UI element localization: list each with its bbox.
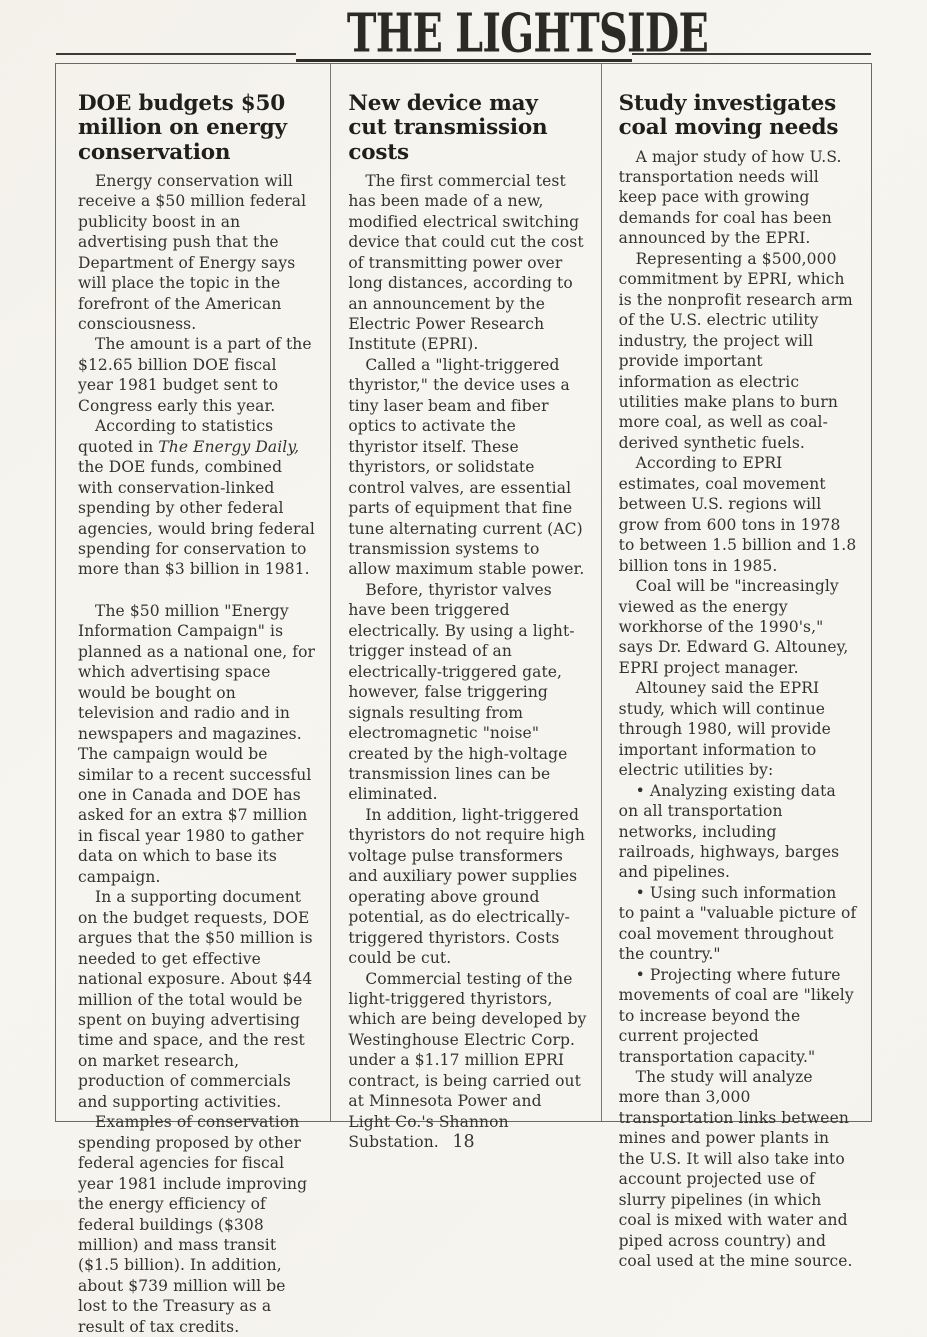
paragraph: Examples of conservation spending proposed by other federal agencies for fiscal year 1981 include improving the energy efficiency of federal buildings ($308 million) and mass transit ($1.5 billion). In addition, about $739 million will be lost to the Treasury as a result of tax credits. xyxy=(78,1113,308,1336)
paragraph: In addition, light-triggered thyristors do not require high voltage pulse transformers and auxiliary power supplies operating above ground potential, as do electrically-triggered thyristors. Costs could be cut. xyxy=(348,805,585,968)
masthead xyxy=(0,0,927,66)
masthead-rule-left xyxy=(56,53,296,55)
paragraph: Altouney said the EPRI study, which will continue through 1980, will provide important information to electric utilities by: xyxy=(618,679,831,780)
paragraph: Representing a $500,000 commitment by EPRI, which is the nonprofit research arm of the U.S. electric utility industry, the project will provide important information as electric utilities make plans to burn more coal, as well as coal-derived synthetic fuels. xyxy=(618,249,853,452)
paragraph: Called a "light-triggered thyristor," the device uses a tiny laser beam and fiber optics to activate the thyristor itself. These thyristors, or solidstate control valves, are essential parts of equipment that fine tune alternating current (AC) transmission systems to allow maximum stable power. xyxy=(348,355,585,579)
newsletter-content-box xyxy=(55,63,872,1336)
article-body xyxy=(78,171,316,1337)
article-body xyxy=(619,147,857,1272)
bullet-paragraph: • Projecting where future movements of coal are "likely to increase beyond the current projected transportation capacity." xyxy=(618,965,854,1066)
masthead-title-underline xyxy=(296,2,708,66)
paragraph: In a supporting document on the budget requests, DOE argues that the $50 million is needed to get effective national exposure. About $44 million of the total would be spent on buying advertising time and space, and the rest on market research, production of commercials and supporting activities. xyxy=(78,888,313,1111)
bullet-paragraph: • Using such information to paint a "valuable picture of coal movement throughout the country." xyxy=(618,883,857,964)
article-doe-budget xyxy=(56,64,330,1336)
page-number: 18 xyxy=(452,1132,475,1152)
paragraph: The $50 million "Energy Information Campaign" is planned as a national one, for which advertising space would be bought on television and radio and in newspapers and magazines. The campaign would be similar to a recent successful one in Canada and DOE has asked for an extra $7 million in fiscal year 1980 to gather data on which to base its campaign. xyxy=(78,601,316,886)
paragraph: Coal will be "increasingly viewed as the energy workhorse of the 1990's," says Dr. Edward G. Altouney, EPRI project manager. xyxy=(618,577,849,677)
paragraph: The amount is a part of the $12.65 billion DOE fiscal year 1981 budget sent to Congress early this year. xyxy=(78,335,312,415)
paragraph: Energy conservation will receive a $50 million federal publicity boost in an advertising push that the Department of Energy says will place the topic in the forefront of the American consciousness. xyxy=(78,171,307,334)
paragraph: According to EPRI estimates, coal movement between U.S. regions will grow from 600 tons in 1978 to between 1.5 billion and 1.8 billion tons in 1985. xyxy=(618,454,857,575)
paragraph: A major study of how U.S. transportation needs will keep pace with growing demands for coal has been announced by the EPRI. xyxy=(618,147,842,248)
paragraph: Before, thyristor valves have been triggered electrically. By using a light-trigger instead of an electrically-triggered gate, however, false triggering signals resulting from electromagnetic "noise" created by the high-voltage transmission lines can be eliminated. xyxy=(348,580,575,804)
paragraph: The study will analyze more than 3,000 transportation links between mines and power plants in the U.S. It will also take into account projected use of slurry pipelines (in which coal is mixed with water and piped across country) and coal used at the mine source. xyxy=(618,1067,853,1271)
paragraph: The first commercial test has been made of a new, modified electrical switching device that could cut the cost of transmitting power over long distances, according to an announcement by the Electric Power Research Institute (EPRI). xyxy=(348,171,584,354)
article-title: Study investigates coal moving needs xyxy=(618,91,839,141)
masthead-title: THE LIGHTSIDE xyxy=(346,2,708,66)
article-title: DOE budgets $50 million on energy conservation xyxy=(78,91,287,165)
article-title: New device may cut transmission costs xyxy=(348,91,548,165)
paragraph: According to statistics quoted in The Energy Daily, the DOE funds, combined with conservation-linked spending by other federal agencies, would bring federal spending for conservation to more than $3 billion in 1981. xyxy=(78,417,315,579)
article-body xyxy=(348,171,586,1153)
article-coal-study xyxy=(601,64,871,1271)
paragraph: Commercial testing of the light-triggered thyristors, which are being developed by Westinghouse Electric Corp. under a $1.17 million EPRI contract, is being carried out at Minnesota Power and Light Co.'s Shannon Substation. xyxy=(348,969,587,1152)
bullet-paragraph: • Analyzing existing data on all transportation networks, including railroads, highways, barges and pipelines. xyxy=(618,781,840,882)
